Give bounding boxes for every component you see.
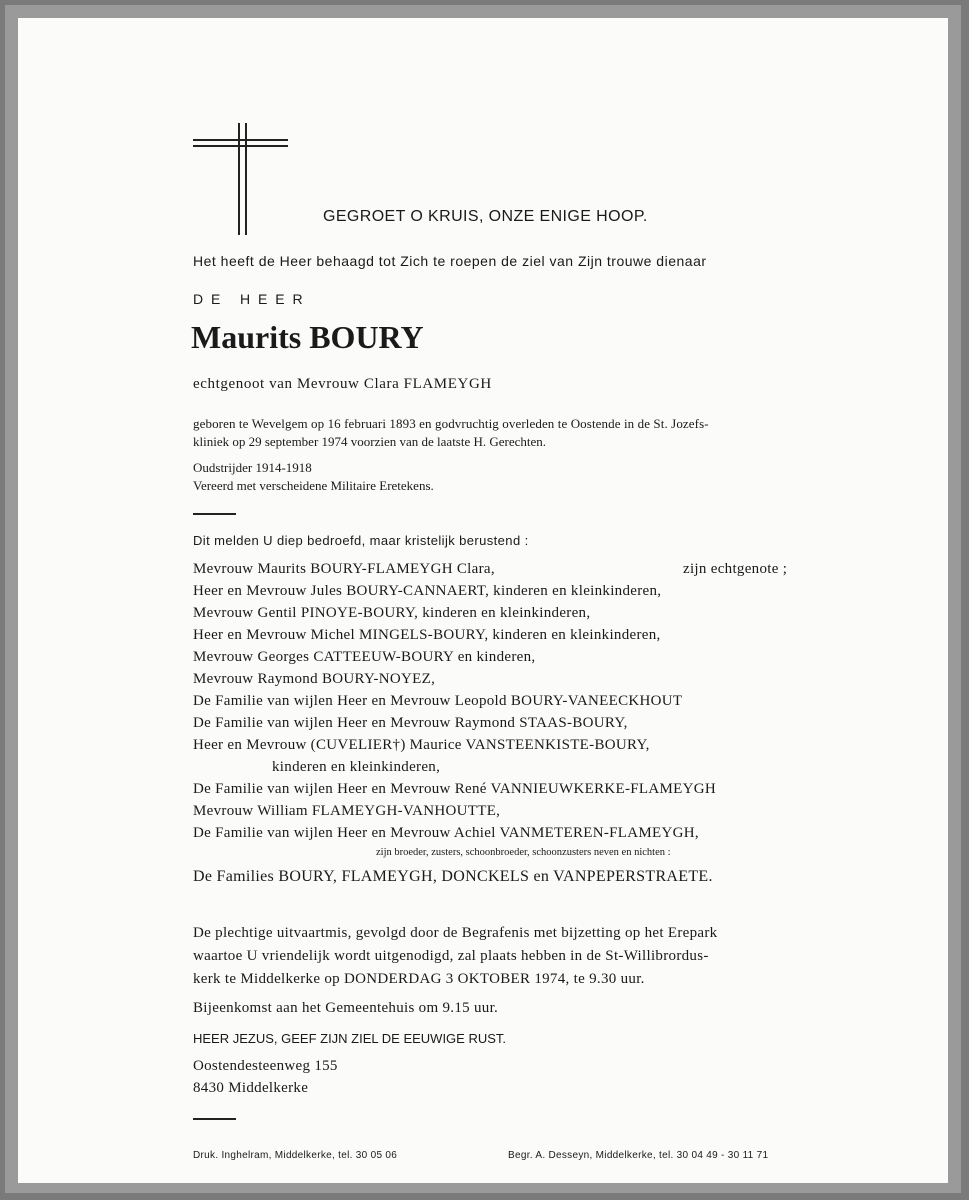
- veteran-line-1: Oudstrijder 1914-1918: [193, 460, 312, 475]
- announce-text: Dit melden U diep bedroefd, maar kristelijk berustend :: [193, 533, 529, 548]
- printer-credit: Druk. Inghelram, Middelkerke, tel. 30 05 06: [193, 1150, 398, 1161]
- family-line: Mevrouw Georges CATTEEUW-BOURY en kinderen,: [193, 649, 536, 665]
- family-line: De Familie van wijlen Heer en Mevrouw Raymond STAAS-BOURY,: [193, 715, 628, 731]
- veteran-line-2: Vereerd met verscheidene Militaire Eretekens.: [193, 478, 434, 493]
- family-line: De Familie van wijlen Heer en Mevrouw Leopold BOURY-VANEECKHOUT: [193, 693, 683, 709]
- family-line: De Familie van wijlen Heer en Mevrouw Achiel VANMETEREN-FLAMEYGH,: [193, 825, 699, 841]
- funeral-line-2: waartoe U vriendelijk wordt uitgenodigd, zal plaats hebben in de St-Willibrordus-: [193, 948, 709, 964]
- funeral-line-1: De plechtige uitvaartmis, gevolgd door de Begrafenis met bijzetting op het Erepark: [193, 925, 718, 941]
- family-line: Mevrouw Gentil PINOYE-BOURY, kinderen en kleinkinderen,: [193, 605, 591, 621]
- funeral-line-3: kerk te Middelkerke op DONDERDAG 3 OKTOBER 1974, te 9.30 uur.: [193, 971, 645, 987]
- family-line: Mevrouw William FLAMEYGH-VANHOUTTE,: [193, 803, 501, 819]
- first-name: Maurits: [191, 319, 302, 355]
- family-line-spouse-role: zijn echtgenote ;: [683, 561, 788, 577]
- divider: [193, 1118, 236, 1120]
- family-line: Heer en Mevrouw Michel MINGELS-BOURY, kinderen en kleinkinderen,: [193, 627, 661, 643]
- intro-text: Het heeft de Heer behaagd tot Zich te roepen de ziel van Zijn trouwe dienaar: [193, 253, 707, 269]
- last-name: BOURY: [309, 319, 424, 355]
- family-line-spouse: Mevrouw Maurits BOURY-FLAMEYGH Clara,: [193, 561, 495, 577]
- birth-line-1: geboren te Wevelgem op 16 februari 1893 en godvruchtig overleden te Oostende in de St. Jozefs-: [193, 416, 709, 431]
- address-line-2: 8430 Middelkerke: [193, 1080, 309, 1096]
- title-prefix: D E H E E R: [193, 291, 305, 307]
- deceased-name: [191, 319, 424, 356]
- family-line: De Familie van wijlen Heer en Mevrouw René VANNIEUWKERKE-FLAMEYGH: [193, 781, 717, 797]
- page-border: [5, 5, 961, 1193]
- divider: [193, 513, 236, 515]
- family-line: Heer en Mevrouw Jules BOURY-CANNAERT, kinderen en kleinkinderen,: [193, 583, 662, 599]
- birth-line-2: kliniek op 29 september 1974 voorzien van de laatste H. Gerechten.: [193, 434, 547, 449]
- family-line: kinderen en kleinkinderen,: [272, 759, 441, 775]
- heading: GEGROET O KRUIS, ONZE ENIGE HOOP.: [323, 208, 648, 225]
- prayer-line: HEER JEZUS, GEEF ZIJN ZIEL DE EEUWIGE RUST.: [193, 1031, 507, 1046]
- cross-icon: [193, 123, 293, 235]
- families-line: De Families BOURY, FLAMEYGH, DONCKELS en VANPEPERSTRAETE.: [193, 868, 713, 885]
- address-line-1: Oostendesteenweg 155: [193, 1058, 338, 1074]
- family-line: Mevrouw Raymond BOURY-NOYEZ,: [193, 671, 436, 687]
- family-line: Heer en Mevrouw (CUVELIER†) Maurice VANSTEENKISTE-BOURY,: [193, 737, 650, 753]
- spouse-line: echtgenoot van Mevrouw Clara FLAMEYGH: [193, 376, 492, 392]
- relations-line: zijn broeder, zusters, schoonbroeder, schoonzusters neven en nichten :: [376, 847, 671, 858]
- gathering-line: Bijeenkomst aan het Gemeentehuis om 9.15 uur.: [193, 1000, 499, 1016]
- undertaker-credit: Begr. A. Desseyn, Middelkerke, tel. 30 04 49 - 30 11 71: [508, 1150, 769, 1161]
- death-notice-card: [18, 18, 948, 1183]
